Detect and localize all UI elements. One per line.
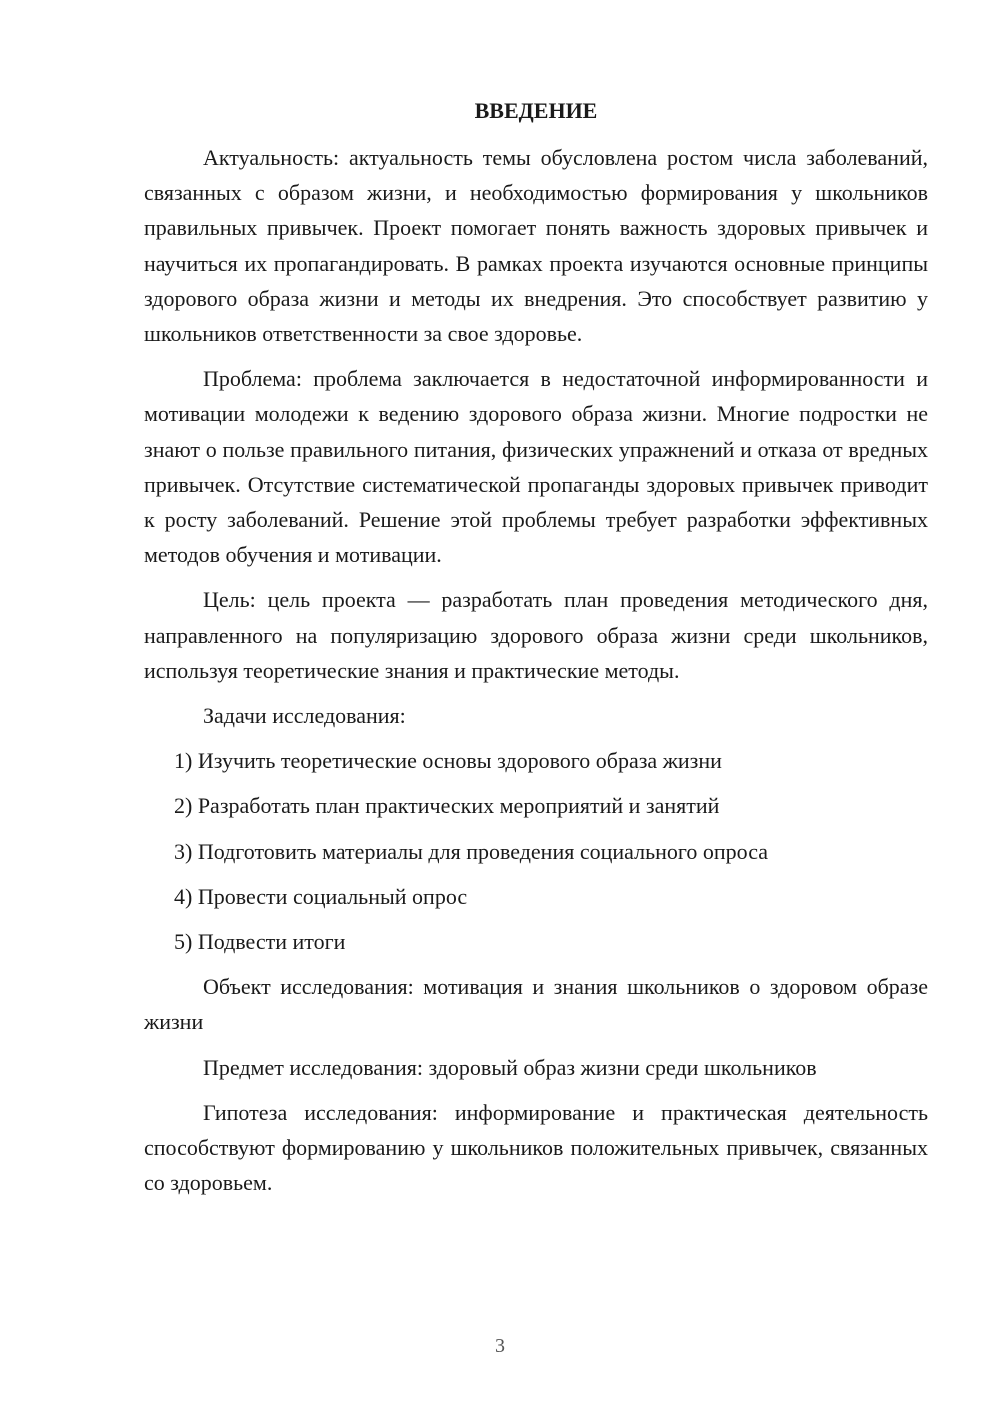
list-item: 4) Провести социальный опрос [174, 883, 468, 909]
list-item: 3) Подготовить материалы для проведения социального опроса [174, 838, 768, 864]
list-item: 2) Разработать план практических мероприятий и занятий [174, 793, 720, 819]
paragraph-object: Объект исследования: мотивация и знания школьников о здоровом образе жизни [144, 974, 928, 1035]
page-number: 3 [495, 1335, 505, 1357]
page-content [144, 94, 928, 1210]
paragraph-goal: Цель: цель проекта — разработать план проведения методического дня, направленного на популяризацию здорового образа жизни среди школьников, используя теоретические знания и практические методы. [144, 587, 928, 683]
tasks-list [144, 743, 928, 959]
tasks-heading: Задачи исследования: [203, 703, 406, 729]
paragraph-subject: Предмет исследования: здоровый образ жизни среди школьников [203, 1054, 817, 1080]
paragraph-problem: Проблема: проблема заключается в недостаточной информированности и мотивации молодежи к ведению здорового образа жизни. Многие подростки не знают о пользе правильного питания, физических упражнений и отказа от вредных привычек. Отсутствие систематической пропаганды здоровых привычек приводит к росту заболеваний. Решение этой проблемы требует разработки эффективных методов обучения и мотивации. [144, 366, 928, 568]
list-item: 1) Изучить теоретические основы здорового образа жизни [174, 748, 722, 774]
paragraph-relevance: Актуальность: актуальность темы обусловлена ростом числа заболеваний, связанных с образом жизни, и необходимостью формирования у школьников правильных привычек. Проект помогает понять важность здоровых привычек и научиться их пропагандировать. В рамках проекта изучаются основные принципы здорового образа жизни и методы их внедрения. Это способствует развитию у школьников ответственности за свое здоровье. [144, 145, 928, 347]
paragraph-hypothesis: Гипотеза исследования: информирование и практическая деятельность способствуют формированию у школьников положительных привычек, связанных со здоровьем. [144, 1099, 928, 1196]
section-title: ВВЕДЕНИЕ [474, 98, 598, 123]
list-item: 5) Подвести итоги [174, 929, 346, 955]
